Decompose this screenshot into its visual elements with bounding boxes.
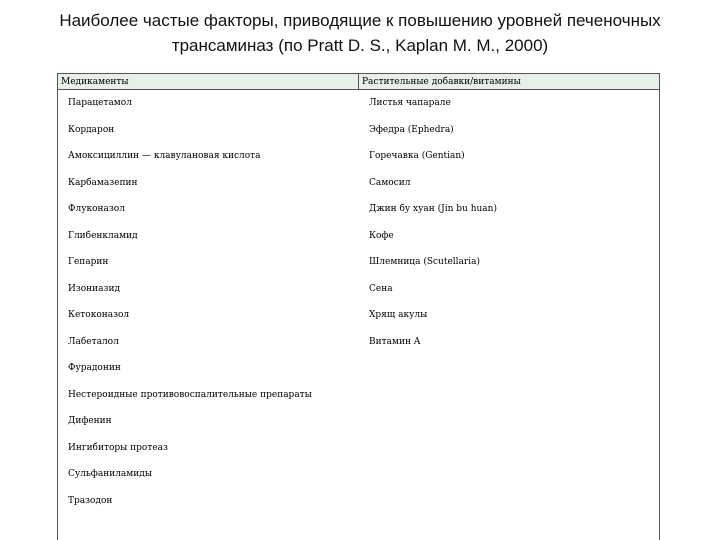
medication-item: Флуконазол — [68, 204, 125, 214]
slide-title — [40, 8, 680, 58]
supplement-item: Шлемница (Scutellaria) — [369, 257, 480, 267]
medication-item: Лабеталол — [68, 336, 119, 347]
supplement-item: Горечавка (Gentian) — [369, 151, 465, 161]
medication-item: Карбамазепин — [68, 177, 138, 188]
factors-table — [57, 73, 660, 540]
medication-item: Дифенин — [68, 416, 112, 426]
supplement-item: Кофе — [369, 230, 394, 241]
header-medications: Медикаменты — [61, 77, 129, 87]
medication-item: Ингибиторы протеаз — [68, 442, 168, 453]
medication-item: Амоксициллин — клавулановая кислота — [68, 151, 261, 161]
medication-item: Кордарон — [68, 124, 115, 135]
supplement-item: Эфедра (Ephedra) — [369, 124, 454, 135]
supplement-item: Джин бу хуан (Jin bu huan) — [369, 204, 497, 214]
medication-item: Изониазид — [68, 283, 120, 294]
medication-item: Тразодон — [68, 495, 113, 506]
title-line-2: трансаминаз (по Pratt D. S., Kaplan M. M., 2000) — [171, 36, 549, 55]
medication-item: Фурадонин — [68, 363, 121, 373]
supplement-item: Сена — [369, 283, 393, 294]
medication-item: Гепарин — [68, 257, 109, 267]
supplement-item: Самосил — [369, 177, 411, 188]
title-line-1: Наиболее частые факторы, приводящие к повышению уровней печеночных — [59, 11, 661, 30]
table-header-row — [58, 74, 659, 90]
header-supplements: Растительные добавки/витамины — [362, 77, 521, 87]
supplement-item: Листья чапарале — [369, 98, 451, 108]
medication-item: Сульфаниламиды — [68, 469, 152, 479]
medication-item: Глибенкламид — [68, 230, 138, 241]
supplement-item: Хрящ акулы — [369, 310, 428, 320]
header-divider — [358, 74, 359, 90]
medication-item: Кетоконазол — [68, 310, 130, 320]
supplement-item: Витамин A — [369, 336, 421, 347]
medication-item: Парацетамол — [68, 98, 132, 108]
medication-item: Нестероидные противовоспалительные препараты — [68, 389, 312, 400]
